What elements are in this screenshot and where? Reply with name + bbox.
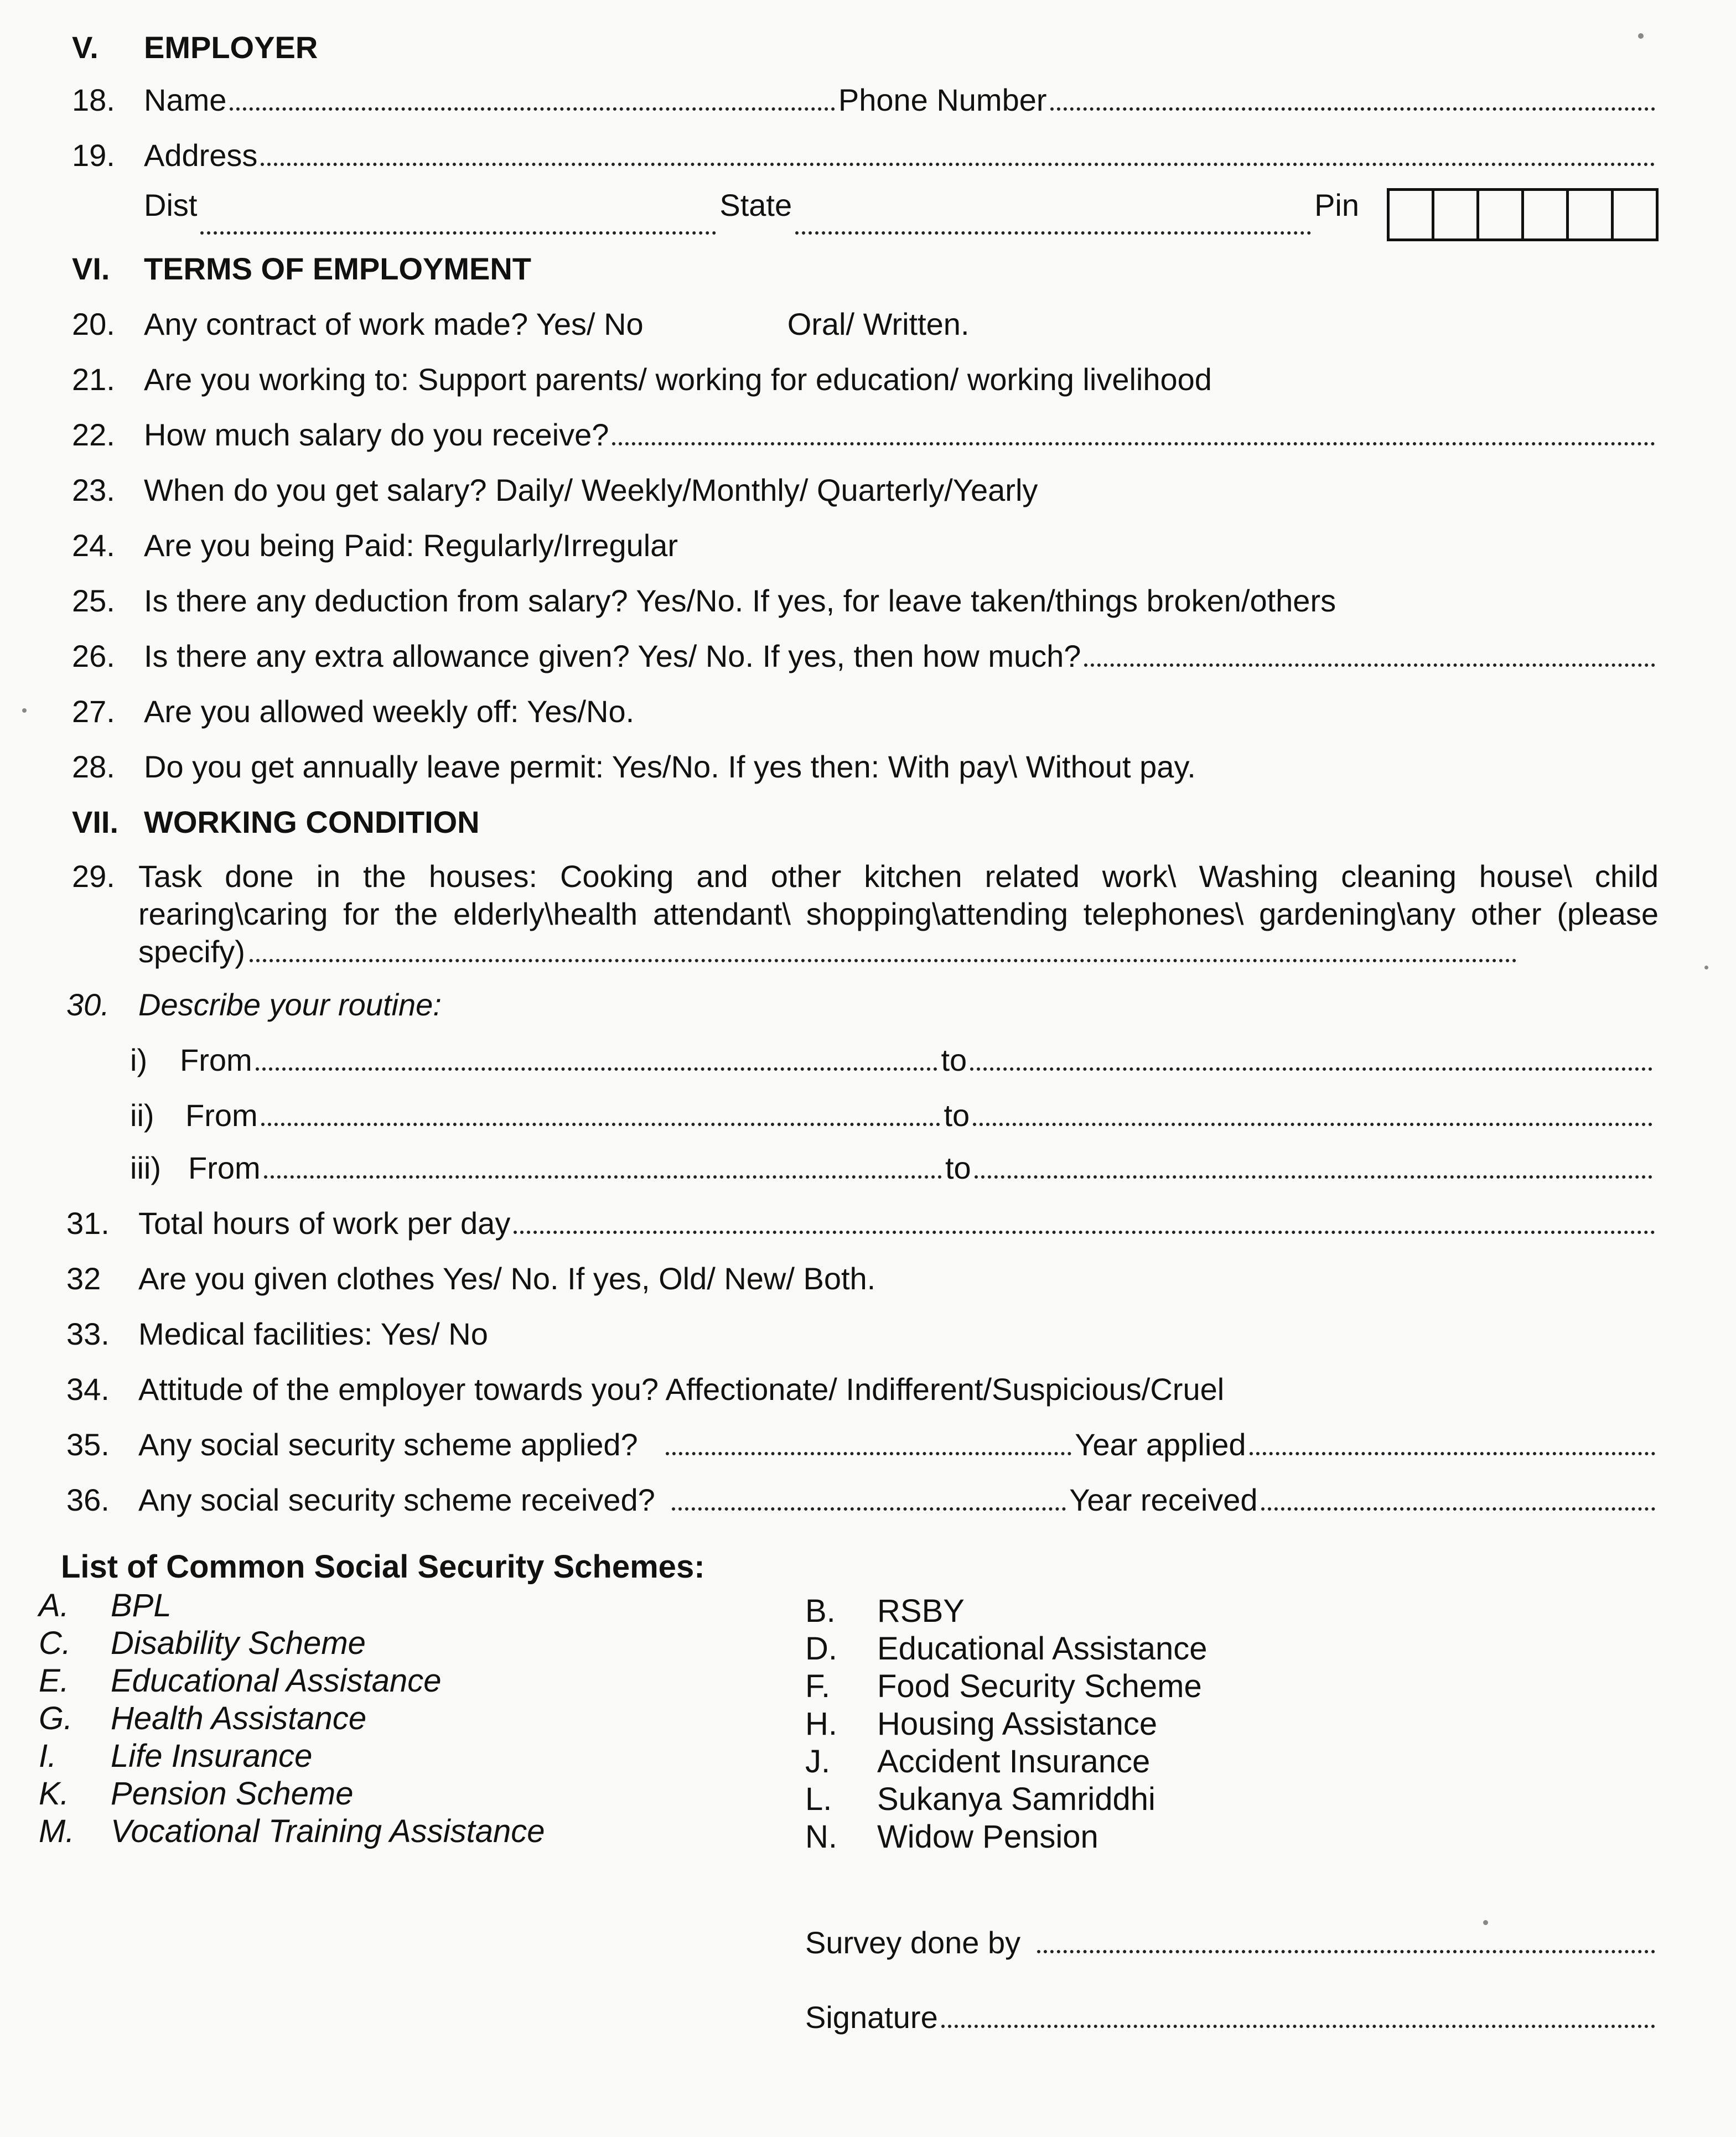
question-number: 20. [72, 307, 115, 341]
question-text[interactable]: Attitude of the employer towards you? Affectionate/ Indifferent/Suspicious/Cruel [138, 1372, 1225, 1407]
year-received-field[interactable] [1261, 1507, 1655, 1511]
question-number: 27. [72, 694, 115, 729]
scheme-letter: D. [805, 1631, 837, 1667]
to-field[interactable] [975, 1175, 1652, 1179]
scheme-item [39, 1626, 545, 1663]
q21-row [72, 362, 1659, 397]
section-number: VII. [72, 805, 119, 839]
from-field[interactable] [256, 1067, 938, 1071]
question-text[interactable]: Are you working to: Support parents/ working for education/ working livelihood [144, 362, 1212, 397]
scheme-letter: C. [39, 1625, 71, 1661]
q31-row [66, 1206, 1659, 1241]
scan-speck [1483, 1920, 1488, 1925]
dist-field[interactable] [200, 231, 716, 235]
schemes-list-title: List of Common Social Security Schemes: [61, 1549, 705, 1585]
phone-number-field[interactable] [1050, 107, 1655, 111]
scheme-name: Life Insurance [111, 1738, 313, 1774]
year-applied-label: Year applied [1075, 1427, 1246, 1462]
question-number: 28. [72, 749, 115, 784]
q23-row [72, 473, 1659, 507]
pin-digit-box[interactable] [1524, 191, 1569, 238]
address-label: Address [144, 138, 258, 173]
from-label: From [185, 1098, 258, 1133]
q18-row [72, 83, 1659, 117]
question-text: How much salary do you receive? [144, 417, 609, 452]
schemes-right-column [805, 1594, 1207, 1857]
scheme-letter: H. [805, 1706, 837, 1742]
question-number: 22. [72, 417, 115, 452]
scan-speck [1638, 33, 1644, 39]
year-applied-field[interactable] [1250, 1452, 1656, 1455]
allowance-field[interactable] [1084, 663, 1655, 667]
question-number: 36. [66, 1482, 110, 1517]
scheme-name: Food Security Scheme [877, 1668, 1202, 1704]
signature-label: Signature [805, 2000, 938, 2035]
scheme-name: Educational Assistance [877, 1631, 1208, 1667]
section-title: TERMS OF EMPLOYMENT [144, 251, 531, 286]
scheme-item [805, 1669, 1207, 1707]
state-label: State [719, 188, 792, 222]
pin-digit-box[interactable] [1434, 191, 1479, 238]
q22-row [72, 418, 1659, 452]
question-text[interactable]: When do you get salary? Daily/ Weekly/Monthly/ Quarterly/Yearly [144, 473, 1038, 507]
scheme-name: Accident Insurance [877, 1744, 1151, 1780]
scheme-letter: L. [805, 1781, 832, 1817]
scheme-item [39, 1739, 545, 1776]
scheme-letter: E. [39, 1663, 69, 1699]
q30-row [66, 988, 1659, 1022]
q26-row [72, 639, 1659, 673]
to-field[interactable] [973, 1123, 1652, 1126]
section-number: VI. [72, 251, 110, 286]
scheme-letter: A. [39, 1588, 69, 1624]
hours-field[interactable] [514, 1231, 1655, 1234]
signature-field[interactable] [941, 2025, 1655, 2028]
question-number: 25. [72, 583, 115, 618]
q36-row [66, 1483, 1659, 1517]
question-text: Any social security scheme received? [138, 1482, 655, 1517]
question-text[interactable]: Task done in the houses: Cooking and other kitchen related work\ Washing cleaning house\ child rearing\caring for the elderly\health attendant\ shopping\attending telephones\ gardening\any other (please specify) [138, 859, 1659, 969]
scheme-name: Health Assistance [111, 1700, 367, 1736]
scheme-name: Educational Assistance [111, 1663, 442, 1699]
section-title: WORKING CONDITION [144, 805, 480, 839]
q19-row [72, 138, 1659, 173]
question-text: Is there any extra allowance given? Yes/ No. If yes, then how much? [144, 639, 1081, 673]
scheme-letter: N. [805, 1819, 837, 1855]
scheme-item [805, 1744, 1207, 1782]
scheme-letter: J. [805, 1744, 831, 1780]
employer-name-label: Name [144, 82, 227, 117]
routine-index: i) [130, 1042, 148, 1077]
question-text[interactable]: Are you given clothes Yes/ No. If yes, Old/ New/ Both. [138, 1261, 876, 1296]
q32-row [66, 1262, 1659, 1296]
question-number: 31. [66, 1206, 110, 1241]
q27-row [72, 694, 1659, 729]
scheme-letter: I. [39, 1738, 57, 1774]
from-label: From [180, 1042, 252, 1077]
scheme-name: Vocational Training Assistance [111, 1813, 545, 1849]
pin-digit-box[interactable] [1479, 191, 1524, 238]
question-number: 33. [66, 1316, 110, 1351]
question-number: 18. [72, 82, 115, 117]
q24-row [72, 528, 1659, 563]
scheme-item [39, 1776, 545, 1814]
q29-block [72, 858, 1659, 971]
to-label: to [941, 1042, 967, 1077]
question-text: Describe your routine: [138, 987, 442, 1022]
pin-digit-box[interactable] [1390, 191, 1434, 238]
question-number: 24. [72, 528, 115, 563]
scheme-item [39, 1701, 545, 1739]
scheme-item [39, 1814, 545, 1851]
q19-dist-row [72, 188, 1659, 241]
scan-speck [22, 708, 27, 713]
scheme-letter: M. [39, 1813, 75, 1849]
scheme-letter: F. [805, 1668, 831, 1704]
address-field[interactable] [261, 163, 1655, 166]
schemes-left-column [39, 1588, 545, 1851]
scheme-name: Sukanya Samriddhi [877, 1781, 1155, 1817]
scheme-name: RSBY [877, 1593, 965, 1629]
to-label: to [945, 1150, 971, 1185]
question-text[interactable]: Are you being Paid: Regularly/Irregular [144, 528, 678, 563]
section-terms-heading [72, 252, 1659, 286]
q25-row [72, 584, 1659, 618]
question-number: 19. [72, 138, 115, 173]
survey-done-by-row [805, 1926, 1659, 1960]
section-number: V. [72, 30, 99, 65]
scheme-name: BPL [111, 1588, 172, 1624]
pin-digit-box[interactable] [1569, 191, 1614, 238]
specify-field[interactable] [250, 959, 1517, 962]
q33-row [66, 1317, 1659, 1351]
scheme-name: Pension Scheme [111, 1776, 354, 1812]
scheme-received-field[interactable] [672, 1507, 1066, 1511]
routine-index: ii) [130, 1098, 154, 1133]
question-number: 26. [72, 639, 115, 673]
scheme-letter: B. [805, 1593, 836, 1629]
scheme-item [805, 1631, 1207, 1669]
employer-name-field[interactable] [230, 107, 835, 111]
q35-row [66, 1428, 1659, 1462]
from-label: From [188, 1150, 261, 1185]
routine-row-3 [130, 1151, 1656, 1185]
scheme-letter: G. [39, 1700, 73, 1736]
from-field[interactable] [264, 1175, 942, 1179]
question-number: 34. [66, 1372, 110, 1407]
routine-row-2 [130, 1098, 1656, 1133]
signature-row [805, 2000, 1659, 2035]
section-working-condition-heading [72, 805, 1659, 839]
dist-label: Dist [144, 188, 198, 222]
survey-done-by-label: Survey done by [805, 1925, 1021, 1960]
q20-row [72, 307, 1659, 341]
oral-written-option[interactable]: Oral/ Written. [787, 307, 970, 341]
section-employer-heading [72, 30, 1659, 65]
question-number: 21. [72, 362, 115, 397]
pin-digit-box[interactable] [1614, 191, 1656, 238]
scheme-applied-field[interactable] [666, 1452, 1072, 1455]
to-label: to [944, 1098, 970, 1133]
scheme-name: Widow Pension [877, 1819, 1098, 1855]
to-field[interactable] [970, 1067, 1652, 1071]
q28-row [72, 750, 1659, 784]
question-text: Any social security scheme applied? [138, 1427, 638, 1462]
pin-code-boxes[interactable] [1387, 188, 1659, 241]
question-text[interactable]: Do you get annually leave permit: Yes/No. If yes then: With pay\ Without pay. [144, 749, 1196, 784]
state-field[interactable] [795, 231, 1311, 235]
scheme-name: Disability Scheme [111, 1625, 366, 1661]
phone-number-label: Phone Number [838, 82, 1047, 117]
survey-done-by-field[interactable] [1037, 1950, 1655, 1953]
question-number: 35. [66, 1427, 110, 1462]
question-text[interactable]: Any contract of work made? Yes/ No [144, 307, 644, 341]
question-number: 29. [72, 859, 115, 894]
pin-label: Pin [1314, 188, 1359, 222]
routine-row-1 [130, 1043, 1656, 1077]
year-received-label: Year received [1069, 1482, 1258, 1517]
question-number: 23. [72, 473, 115, 507]
section-title: EMPLOYER [144, 30, 318, 65]
routine-index: iii) [130, 1150, 161, 1185]
q34-row [66, 1372, 1659, 1407]
scheme-item [39, 1588, 545, 1626]
scheme-letter: K. [39, 1776, 69, 1812]
question-number: 32 [66, 1261, 101, 1296]
scheme-item [805, 1782, 1207, 1819]
from-field[interactable] [261, 1123, 941, 1126]
question-number: 30. [66, 987, 110, 1022]
question-text[interactable]: Medical facilities: Yes/ No [138, 1316, 488, 1351]
question-text[interactable]: Is there any deduction from salary? Yes/No. If yes, for leave taken/things broken/others [144, 583, 1336, 618]
scan-speck [1704, 966, 1708, 969]
question-text: Total hours of work per day [138, 1206, 511, 1241]
salary-field[interactable] [612, 442, 1655, 445]
scheme-item [805, 1594, 1207, 1631]
scheme-name: Housing Assistance [877, 1706, 1158, 1742]
question-text[interactable]: Are you allowed weekly off: Yes/No. [144, 694, 635, 729]
scheme-item [805, 1707, 1207, 1744]
scheme-item [39, 1663, 545, 1701]
scheme-item [805, 1819, 1207, 1857]
